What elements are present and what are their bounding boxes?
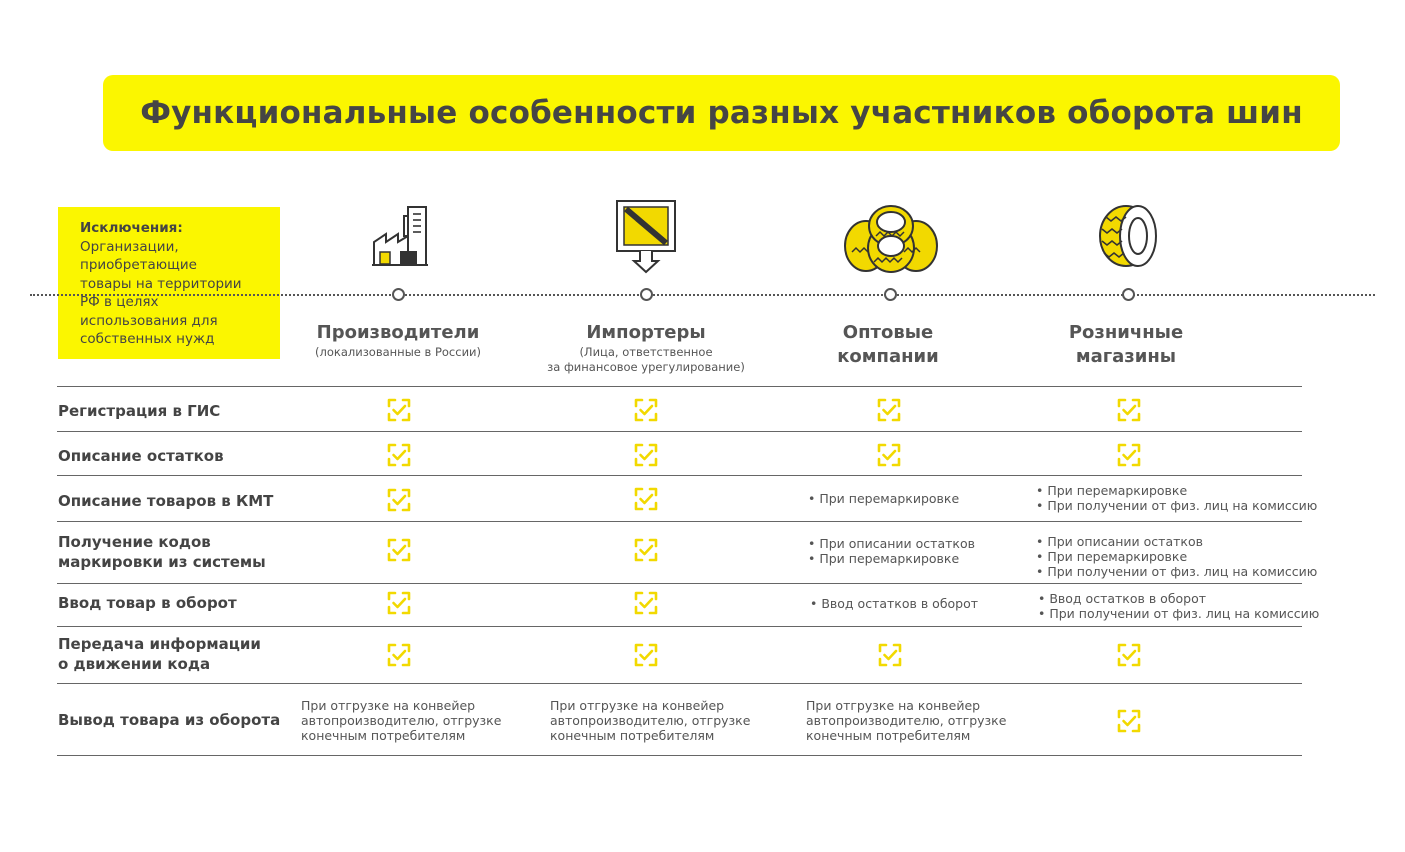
- column-title: Оптовые: [842, 322, 934, 343]
- check-square-icon: [633, 537, 659, 563]
- row-label-codes: [58, 532, 288, 572]
- row-label-line: Вывод товара из оборота: [58, 711, 281, 729]
- note-line: конечным потребителям: [550, 728, 715, 743]
- row-divider: [57, 755, 1302, 756]
- note-line: • При перемаркировке: [1036, 483, 1188, 498]
- note-line: автопроизводителю, отгрузке: [301, 713, 502, 728]
- row-divider: [57, 583, 1302, 584]
- single-tire-icon: [1096, 203, 1162, 269]
- row-divider: [57, 431, 1302, 432]
- check-square-icon: [386, 397, 412, 423]
- check-square-icon: [633, 442, 659, 468]
- exceptions-box: [58, 207, 280, 359]
- column-title-line2: магазины: [1075, 346, 1177, 367]
- row-label-kmt: [58, 491, 288, 511]
- exceptions-line: использования для: [80, 312, 218, 329]
- column-title-line2: компании: [837, 346, 939, 367]
- column-title: Производители: [316, 322, 480, 343]
- row-label-line: о движении кода: [58, 655, 211, 673]
- note-line: • При перемаркировке: [808, 491, 960, 506]
- note-line: • Ввод остатков в оборот: [810, 596, 979, 611]
- column-subtitle: (локализованные в России): [315, 345, 481, 359]
- note-line: • Ввод остатков в оборот: [1038, 591, 1207, 606]
- exceptions-line: товары на территории: [80, 275, 242, 292]
- column-title: Розничные: [1068, 322, 1184, 343]
- column-header-importers: [526, 321, 766, 375]
- timeline-dotted-line: [30, 294, 1375, 296]
- column-subtitle: за финансовое урегулирование): [547, 360, 745, 374]
- check-square-icon: [1116, 397, 1142, 423]
- note-line: • При перемаркировке: [808, 551, 960, 566]
- title-banner: [103, 75, 1340, 151]
- cell-note: [1036, 534, 1317, 579]
- cell-note: [808, 491, 959, 506]
- row-label-line: Передача информации: [58, 635, 261, 653]
- row-divider: [57, 683, 1302, 684]
- row-label-withdraw: [58, 710, 288, 730]
- check-square-icon: [633, 486, 659, 512]
- row-label-line: Ввод товар в оборот: [58, 594, 237, 612]
- check-square-icon: [876, 397, 902, 423]
- note-line: При отгрузке на конвейер: [550, 698, 725, 713]
- check-square-icon: [877, 642, 903, 668]
- column-subtitle: (Лица, ответственное: [579, 345, 713, 359]
- note-line: При отгрузке на конвейер: [806, 698, 981, 713]
- note-line: конечным потребителям: [806, 728, 971, 743]
- row-label-stock: [58, 446, 288, 466]
- row-label-movement: [58, 634, 288, 674]
- note-line: • При получении от физ. лиц на комиссию: [1038, 606, 1320, 621]
- row-divider: [57, 386, 1302, 387]
- page-title: Функциональные особенности разных участников оборота шин: [140, 95, 1303, 131]
- exceptions-line: Организации,: [80, 238, 179, 255]
- check-square-icon: [1116, 642, 1142, 668]
- row-divider: [57, 521, 1302, 522]
- check-square-icon: [386, 487, 412, 513]
- check-square-icon: [876, 442, 902, 468]
- exceptions-line: собственных нужд: [80, 331, 215, 347]
- row-label-turnover: [58, 593, 288, 613]
- note-line: конечным потребителям: [301, 728, 466, 743]
- note-line: • При перемаркировке: [1036, 549, 1188, 564]
- cell-note: [550, 698, 750, 743]
- note-line: автопроизводителю, отгрузке: [806, 713, 1007, 728]
- check-square-icon: [386, 442, 412, 468]
- timeline-node: [1122, 288, 1135, 301]
- exceptions-heading: Исключения:: [80, 220, 183, 236]
- check-square-icon: [386, 590, 412, 616]
- row-label-registration: [58, 401, 288, 421]
- cell-note: [806, 698, 1006, 743]
- timeline-node: [640, 288, 653, 301]
- cell-note: [301, 698, 501, 743]
- cell-note: [808, 536, 975, 566]
- note-line: автопроизводителю, отгрузке: [550, 713, 751, 728]
- check-square-icon: [633, 397, 659, 423]
- cell-note: [1036, 483, 1317, 513]
- column-header-producers: [278, 321, 518, 360]
- row-label-line: Описание остатков: [58, 447, 224, 465]
- exceptions-line: РФ в целях: [80, 294, 159, 310]
- import-box-icon: [614, 198, 678, 274]
- check-square-icon: [386, 642, 412, 668]
- exceptions-line: приобретающие: [80, 257, 197, 273]
- row-divider: [57, 475, 1302, 476]
- note-line: • При описании остатков: [808, 536, 975, 551]
- timeline-node: [392, 288, 405, 301]
- row-divider: [57, 626, 1302, 627]
- check-square-icon: [1116, 442, 1142, 468]
- cell-note: [1038, 591, 1319, 621]
- row-label-line: маркировки из системы: [58, 553, 266, 571]
- note-line: • При получении от физ. лиц на комиссию: [1036, 564, 1318, 579]
- check-square-icon: [633, 642, 659, 668]
- note-line: • При описании остатков: [1036, 534, 1203, 549]
- check-square-icon: [633, 590, 659, 616]
- factory-icon: [370, 204, 430, 268]
- column-title: Импортеры: [586, 322, 706, 343]
- check-square-icon: [386, 537, 412, 563]
- row-label-line: Описание товаров в КМТ: [58, 492, 274, 510]
- row-label-line: Регистрация в ГИС: [58, 402, 221, 420]
- note-line: При отгрузке на конвейер: [301, 698, 476, 713]
- cell-note: [810, 596, 978, 611]
- check-square-icon: [1116, 708, 1142, 734]
- column-header-wholesale: [768, 321, 1008, 369]
- tire-stack-icon: [842, 202, 940, 274]
- note-line: • При получении от физ. лиц на комиссию: [1036, 498, 1318, 513]
- row-label-line: Получение кодов: [58, 533, 211, 551]
- timeline-node: [884, 288, 897, 301]
- column-header-retail: [1006, 321, 1246, 369]
